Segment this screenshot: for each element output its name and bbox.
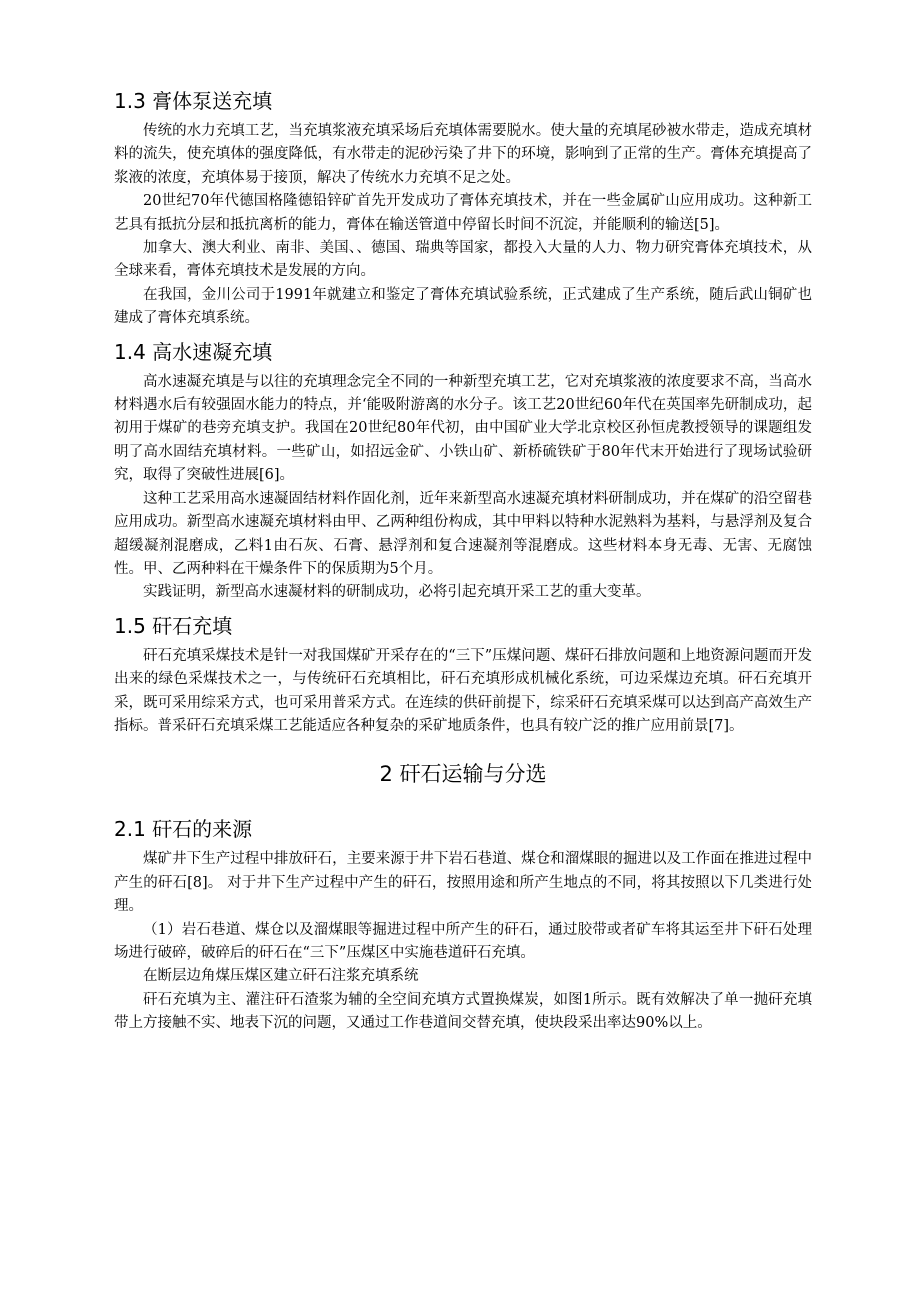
- paragraph: 实践证明，新型高水速凝材料的研制成功，必将引起充填开采工艺的重大变革。: [143, 584, 651, 601]
- chapter-title: 2 矸石运输与分选: [379, 762, 547, 787]
- paragraph: 20世纪70年代德国格隆德铅锌矿首先开发成功了膏体充填技术，并在一些金属矿山应用成功。这种新工艺具有抵抗分层和抵抗离析的能力，膏体在输送管道中停留长时间不沉淀，并能顺利的输送[5]。: [114, 193, 812, 233]
- paragraph: 在我国，金川公司于1991年就建立和鉴定了膏体充填试验系统，正式建成了生产系统，随后武山铜矿也建成了膏体充填系统。: [114, 286, 812, 327]
- section-heading-2-1: 2.1 矸石的来源: [114, 817, 253, 842]
- paragraph: 这种工艺采用高水速凝固结材料作固化剂，近年来新型高水速凝充填材料研制成功，并在煤矿的沿空留巷应用成功。新型高水速凝充填材料由甲、乙两种组份构成，其中甲料以特种水泥熟料为基料，与悬浮剂及复合超缓凝剂混磨成，乙料1由石灰、石膏、悬浮剂和复合速凝剂等混磨成。这些材料本身无毒、无害、无腐蚀性。甲、乙两种料在干燥条件下的保质期为5个月。: [114, 490, 812, 577]
- paragraph: 高水速凝充填是与以往的充填理念完全不同的一种新型充填工艺，它对充填浆液的浓度要求不高，当高水材料遇水后有较强固水能力的特点，并‘能吸附游离的水分子。该工艺20世纪60年代在英国率先研制成功，起初用于煤矿的巷旁充填支护。我国在20世纪80年代初，由中国矿业大学北京校区孙恒虎教授领导的课题组发明了高水固结充填材料。一些矿山，如招远金矿、小铁山矿、新桥硫铁矿于80年代末开始进行了现场试验研究，取得了突破性进展[6]。: [114, 373, 812, 484]
- paragraph: 在断层边角煤压煤区建立矸石注浆充填系统: [143, 968, 419, 985]
- paragraph: 矸石充填采煤技术是针一对我国煤矿开采存在的“三下”压煤问题、煤矸石排放问题和上地资源问题而开发出来的绿色采煤技术之一，与传统矸石充填相比，矸石充填形成机械化系统，可边采煤边充填。矸石充填开采，既可采用综采方式，也可采用普采方式。在连续的供矸前提下，综采矸石充填采煤可以达到高产高效生产指标。普采矸石充填采煤工艺能适应各种复杂的采矿地质条件，也具有较广泛的推广应用前景[7]。: [114, 647, 812, 734]
- paragraph: 加拿大、澳大利业、南非、美国、、德国、瑞典等国家，都投入大量的人力、物力研究膏体充填技术，从全球来看，膏体充填技术是发展的方向。: [114, 240, 812, 280]
- section-heading-1-3: 1.3 膏体泵送充填: [114, 89, 273, 113]
- paragraph: 煤矿井下生产过程中排放矸石，主要来源于井下岩石巷道、煤仓和溜煤眼的掘进以及工作面在推进过程中产生的矸石[8]。 对于井下生产过程中产生的矸石，按照用途和所产生地点的不同，将其按照以下几类进行处理。: [114, 851, 812, 915]
- section-heading-1-5: 1.5 矸石充填: [114, 613, 233, 638]
- paragraph: （1）岩石巷道、煤仓以及溜煤眼等掘进过程中所产生的矸石，通过胶带或者矿车将其运至井下矸石处理场进行破碎，破碎后的矸石在“三下”压煤区中实施巷道矸石充填。: [114, 921, 812, 961]
- section-heading-1-4: 1.4 高水速凝充填: [114, 339, 273, 364]
- paragraph: 传统的水力充填工艺，当充填浆液充填采场后充填体需要脱水。使大量的充填尾砂被水带走，造成充填材料的流失，使充填体的强度降低，有水带走的泥砂污染了井下的环境，影响到了正常的生产。膏体充填提高了浆液的浓度，充填体易于接顶，解决了传统水力充填不足之处。: [114, 123, 812, 186]
- paragraph: 矸石充填为主、灌注矸石渣浆为辅的全空间充填方式置换煤炭，如图1所示。既有效解决了单一抛矸充填带上方接触不实、地表下沉的问题，又通过工作巷道间交替充填，使块段采出率达90%以上。: [114, 991, 812, 1032]
